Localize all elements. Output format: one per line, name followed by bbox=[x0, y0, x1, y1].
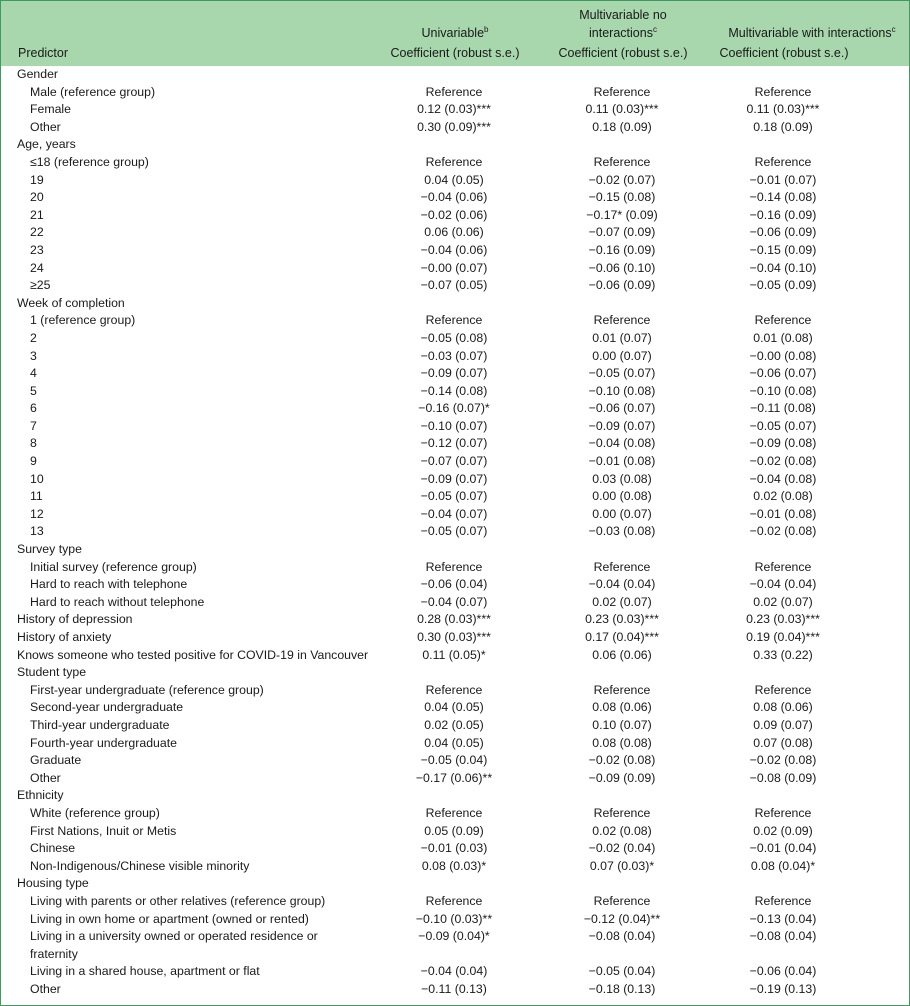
table-row bbox=[0, 418, 910, 436]
multivariable-no-interactions-cell: 0.10 (0.07) bbox=[592, 717, 652, 732]
multivariable-no-interactions-cell: 0.11 (0.03)*** bbox=[585, 102, 659, 117]
multivariable-no-interactions-cell: −0.06 (0.10) bbox=[588, 260, 656, 275]
multivariable-with-interactions-cell: 0.33 (0.22) bbox=[753, 647, 813, 662]
table-row bbox=[0, 383, 910, 401]
multivariable-no-interactions-cell: −0.05 (0.07) bbox=[588, 366, 656, 381]
univariable-cell: −0.16 (0.07)* bbox=[418, 401, 490, 416]
multivariable-no-interactions-cell: Reference bbox=[593, 893, 651, 908]
multivariable-with-interactions-cell: −0.06 (0.09) bbox=[749, 225, 817, 240]
multivariable-with-interactions-cell: −0.13 (0.04) bbox=[749, 911, 817, 926]
multivariable-no-interactions-cell: 0.02 (0.07) bbox=[592, 594, 652, 609]
multivariable-with-interactions-cell: 0.07 (0.08) bbox=[753, 735, 813, 750]
multivariable-with-interactions-cell: −0.02 (0.08) bbox=[749, 524, 817, 539]
multivariable-with-interactions-cell: −0.06 (0.04) bbox=[749, 964, 817, 979]
multivariable-no-interactions-cell: −0.10 (0.08) bbox=[588, 383, 656, 398]
univariable-cell: −0.04 (0.06) bbox=[420, 242, 488, 257]
multivariable-with-interactions-cell: −0.08 (0.04) bbox=[749, 929, 817, 944]
group-header-row bbox=[0, 875, 910, 893]
table-row bbox=[0, 735, 910, 753]
header-multivariable-no-int-line2: interactions$^c$ bbox=[589, 24, 657, 40]
table-row bbox=[0, 840, 910, 858]
table-row bbox=[0, 629, 910, 647]
univariable-cell: −0.00 (0.07) bbox=[420, 260, 488, 275]
table-row bbox=[0, 189, 910, 207]
multivariable-no-interactions-cell: 0.00 (0.08) bbox=[592, 489, 652, 504]
row-label: 3 bbox=[30, 348, 37, 363]
multivariable-with-interactions-cell: −0.09 (0.08) bbox=[749, 436, 817, 451]
univariable-cell: −0.03 (0.07) bbox=[420, 348, 488, 363]
multivariable-no-interactions-cell: Reference bbox=[593, 805, 651, 820]
row-label: Week of completion bbox=[17, 295, 125, 310]
multivariable-no-interactions-cell: −0.18 (0.13) bbox=[588, 981, 656, 996]
row-label: Knows someone who tested positive for COVID-19 in Vancouver bbox=[17, 647, 369, 662]
univariable-cell: Reference bbox=[425, 805, 483, 820]
multivariable-with-interactions-cell: 0.18 (0.09) bbox=[753, 119, 813, 134]
table-row bbox=[0, 506, 910, 524]
univariable-cell: −0.09 (0.04)* bbox=[418, 929, 490, 944]
multivariable-no-interactions-cell: 0.23 (0.03)*** bbox=[585, 612, 659, 627]
multivariable-no-interactions-cell: Reference bbox=[593, 154, 651, 169]
multivariable-no-interactions-cell: −0.15 (0.08) bbox=[588, 190, 656, 205]
table-row bbox=[0, 400, 910, 418]
multivariable-with-interactions-cell: Reference bbox=[754, 682, 812, 697]
multivariable-no-interactions-cell: −0.02 (0.08) bbox=[588, 753, 656, 768]
multivariable-with-interactions-cell: 0.11 (0.03)*** bbox=[746, 102, 820, 117]
univariable-cell: 0.05 (0.09) bbox=[424, 823, 484, 838]
table-row bbox=[0, 471, 910, 489]
multivariable-no-interactions-cell: 0.01 (0.07) bbox=[592, 330, 652, 345]
row-label: 6 bbox=[30, 401, 37, 416]
row-label: Student type bbox=[17, 665, 87, 680]
row-label: ≤18 (reference group) bbox=[30, 154, 149, 169]
univariable-cell: −0.04 (0.04) bbox=[420, 964, 488, 979]
multivariable-with-interactions-cell: −0.05 (0.07) bbox=[749, 418, 817, 433]
multivariable-no-interactions-cell: −0.02 (0.07) bbox=[588, 172, 656, 187]
row-label: Male (reference group) bbox=[30, 84, 156, 99]
multivariable-with-interactions-cell: −0.19 (0.13) bbox=[749, 981, 817, 996]
table-row bbox=[0, 260, 910, 278]
multivariable-no-interactions-cell: −0.02 (0.04) bbox=[588, 841, 656, 856]
table-row bbox=[0, 858, 910, 876]
univariable-cell: −0.10 (0.07) bbox=[420, 418, 488, 433]
multivariable-with-interactions-cell: −0.04 (0.04) bbox=[749, 577, 817, 592]
univariable-cell: −0.02 (0.06) bbox=[420, 207, 488, 222]
multivariable-no-interactions-cell: −0.04 (0.04) bbox=[588, 577, 656, 592]
multivariable-with-interactions-cell: −0.01 (0.08) bbox=[749, 506, 817, 521]
header-multivariable-no-int-sub: Coefficient (robust s.e.) bbox=[558, 46, 688, 60]
multivariable-no-interactions-cell: 0.06 (0.06) bbox=[592, 647, 652, 662]
table-row bbox=[0, 224, 910, 242]
row-label: Initial survey (reference group) bbox=[30, 559, 197, 574]
row-label: Female bbox=[30, 102, 72, 117]
row-label: 10 bbox=[30, 471, 44, 486]
univariable-cell: −0.11 (0.13) bbox=[421, 981, 487, 996]
multivariable-with-interactions-cell: −0.11 (0.08) bbox=[750, 401, 816, 416]
multivariable-no-interactions-cell: 0.07 (0.03)* bbox=[589, 858, 655, 873]
table-row bbox=[0, 823, 910, 841]
multivariable-with-interactions-cell: Reference bbox=[754, 154, 812, 169]
row-label: Gender bbox=[17, 67, 59, 81]
univariable-cell: −0.05 (0.07) bbox=[420, 489, 488, 504]
univariable-cell: Reference bbox=[425, 682, 483, 697]
univariable-cell: 0.28 (0.03)*** bbox=[417, 612, 491, 627]
multivariable-no-interactions-cell: −0.06 (0.09) bbox=[588, 278, 656, 293]
header-univariable-sub: Coefficient (robust s.e.) bbox=[390, 46, 520, 60]
row-label: Other bbox=[30, 770, 61, 785]
univariable-cell: −0.05 (0.07) bbox=[420, 524, 488, 539]
table-row bbox=[0, 207, 910, 225]
group-header-row bbox=[0, 66, 910, 84]
multivariable-with-interactions-cell: Reference bbox=[754, 559, 812, 574]
multivariable-with-interactions-cell: 0.08 (0.06) bbox=[753, 700, 813, 715]
multivariable-no-interactions-cell: 0.00 (0.07) bbox=[592, 506, 652, 521]
multivariable-with-interactions-cell: −0.00 (0.08) bbox=[749, 348, 817, 363]
table-row bbox=[0, 154, 910, 172]
header-univariable: Univariable$^b$ bbox=[421, 24, 489, 40]
multivariable-no-interactions-cell: −0.05 (0.04) bbox=[588, 964, 656, 979]
table-row bbox=[0, 523, 910, 541]
row-label: 9 bbox=[30, 454, 37, 469]
multivariable-with-interactions-cell: −0.08 (0.09) bbox=[749, 770, 817, 785]
univariable-cell: Reference bbox=[425, 313, 483, 328]
multivariable-with-interactions-cell: −0.15 (0.09) bbox=[749, 242, 817, 257]
univariable-cell: Reference bbox=[425, 84, 483, 99]
table-row bbox=[0, 717, 910, 735]
multivariable-no-interactions-cell: 0.03 (0.08) bbox=[592, 471, 652, 486]
table-row bbox=[0, 172, 910, 190]
univariable-cell: −0.04 (0.07) bbox=[420, 506, 488, 521]
row-label: 7 bbox=[30, 418, 37, 433]
row-label: 23 bbox=[30, 242, 44, 257]
table-row bbox=[0, 594, 910, 612]
header-predictor: Predictor bbox=[18, 46, 69, 60]
multivariable-no-interactions-cell: −0.03 (0.08) bbox=[588, 524, 656, 539]
table-row bbox=[0, 805, 910, 823]
multivariable-with-interactions-cell: −0.05 (0.09) bbox=[749, 278, 817, 293]
univariable-cell: 0.08 (0.03)* bbox=[421, 858, 487, 873]
univariable-cell: 0.04 (0.05) bbox=[424, 172, 484, 187]
table-row bbox=[0, 277, 910, 295]
univariable-cell: −0.09 (0.07) bbox=[420, 366, 488, 381]
table-row bbox=[0, 981, 910, 999]
univariable-cell: 0.12 (0.03)*** bbox=[417, 102, 491, 117]
univariable-cell: −0.07 (0.05) bbox=[420, 278, 488, 293]
multivariable-with-interactions-cell: 0.02 (0.08) bbox=[753, 489, 813, 504]
multivariable-no-interactions-cell: 0.18 (0.09) bbox=[592, 119, 652, 134]
univariable-cell: −0.05 (0.04) bbox=[420, 753, 488, 768]
row-label: Chinese bbox=[30, 841, 76, 856]
multivariable-with-interactions-cell: 0.19 (0.04)*** bbox=[746, 630, 820, 644]
multivariable-with-interactions-cell: −0.04 (0.08) bbox=[749, 471, 817, 486]
row-label: Third-year undergraduate bbox=[30, 717, 170, 732]
univariable-cell: 0.30 (0.09)*** bbox=[417, 119, 491, 134]
univariable-cell: −0.07 (0.07) bbox=[420, 454, 488, 469]
univariable-cell: −0.14 (0.08) bbox=[420, 383, 488, 398]
multivariable-with-interactions-cell: −0.16 (0.09) bbox=[749, 207, 817, 222]
table-row bbox=[0, 963, 910, 981]
univariable-cell: Reference bbox=[425, 893, 483, 908]
table-row bbox=[0, 435, 910, 453]
multivariable-with-interactions-cell: 0.23 (0.03)*** bbox=[746, 612, 820, 627]
row-label: 11 bbox=[30, 489, 43, 504]
multivariable-with-interactions-cell: −0.02 (0.08) bbox=[749, 753, 817, 768]
multivariable-with-interactions-cell: Reference bbox=[754, 313, 812, 328]
multivariable-no-interactions-cell: −0.16 (0.09) bbox=[588, 242, 656, 257]
row-label: Hard to reach with telephone bbox=[30, 577, 188, 592]
row-label: 19 bbox=[30, 172, 44, 187]
table-row bbox=[0, 348, 910, 366]
multivariable-with-interactions-cell: −0.04 (0.10) bbox=[749, 260, 817, 275]
multivariable-no-interactions-cell: Reference bbox=[593, 682, 651, 697]
univariable-cell: −0.04 (0.06) bbox=[420, 190, 488, 205]
multivariable-with-interactions-cell: −0.10 (0.08) bbox=[749, 383, 817, 398]
univariable-cell: 0.04 (0.05) bbox=[424, 735, 484, 750]
table-row bbox=[0, 647, 910, 665]
univariable-cell: Reference bbox=[425, 154, 483, 169]
univariable-cell: −0.10 (0.03)** bbox=[415, 911, 493, 926]
row-label: Living in a shared house, apartment or flat bbox=[30, 964, 260, 979]
multivariable-with-interactions-cell: 0.02 (0.09) bbox=[753, 823, 813, 838]
table-row bbox=[0, 770, 910, 788]
row-label: Living with parents or other relatives (reference group) bbox=[30, 893, 326, 908]
multivariable-with-interactions-cell: −0.06 (0.07) bbox=[749, 366, 817, 381]
univariable-cell: −0.04 (0.07) bbox=[420, 594, 488, 609]
univariable-cell: 0.11 (0.05)* bbox=[422, 647, 486, 662]
row-label: 5 bbox=[30, 383, 37, 398]
row-label: 22 bbox=[30, 225, 44, 240]
multivariable-with-interactions-cell: 0.09 (0.07) bbox=[753, 717, 813, 732]
table-row bbox=[0, 576, 910, 594]
row-label: 4 bbox=[30, 366, 37, 381]
table-row bbox=[0, 559, 910, 577]
row-label: Second-year undergraduate bbox=[30, 700, 184, 715]
multivariable-with-interactions-cell: −0.01 (0.04) bbox=[749, 841, 817, 856]
table-body bbox=[0, 66, 910, 998]
multivariable-no-interactions-cell: −0.09 (0.09) bbox=[588, 770, 656, 785]
header-multivariable-with-int-sub: Coefficient (robust s.e.) bbox=[719, 46, 849, 60]
univariable-cell: 0.06 (0.06) bbox=[424, 225, 484, 240]
row-label: Ethnicity bbox=[17, 788, 64, 803]
row-label: 1 (reference group) bbox=[30, 313, 136, 328]
row-label: Fourth-year undergraduate bbox=[30, 735, 177, 750]
row-label: 20 bbox=[30, 190, 44, 205]
table-row bbox=[0, 752, 910, 770]
multivariable-no-interactions-cell: −0.06 (0.07) bbox=[588, 401, 656, 416]
multivariable-with-interactions-cell: −0.02 (0.08) bbox=[749, 454, 817, 469]
table-header bbox=[1, 1, 909, 66]
row-label: First-year undergraduate (reference group) bbox=[30, 682, 264, 697]
row-label: Housing type bbox=[17, 876, 89, 891]
row-label: Hard to reach without telephone bbox=[30, 594, 205, 609]
multivariable-no-interactions-cell: 0.02 (0.08) bbox=[592, 823, 652, 838]
table-row bbox=[0, 365, 910, 383]
table-row bbox=[0, 911, 910, 929]
row-label: 12 bbox=[30, 506, 44, 521]
row-label: 21 bbox=[30, 207, 44, 222]
group-header-row bbox=[0, 664, 910, 682]
multivariable-no-interactions-cell: Reference bbox=[593, 313, 651, 328]
multivariable-no-interactions-cell: −0.12 (0.04)** bbox=[583, 911, 661, 926]
table-row bbox=[0, 330, 910, 348]
row-label: Age, years bbox=[17, 137, 76, 152]
multivariable-no-interactions-cell: Reference bbox=[593, 559, 651, 574]
multivariable-with-interactions-cell: Reference bbox=[754, 805, 812, 820]
row-label: 24 bbox=[30, 260, 44, 275]
multivariable-with-interactions-cell: −0.01 (0.07) bbox=[749, 172, 817, 187]
multivariable-with-interactions-cell: Reference bbox=[754, 84, 812, 99]
table-row bbox=[0, 682, 910, 700]
header-multivariable-with-int: Multivariable with interactions$^c$ bbox=[728, 24, 896, 40]
row-label: ≥25 bbox=[30, 278, 51, 293]
table-row bbox=[0, 101, 910, 119]
univariable-cell: −0.06 (0.04) bbox=[420, 577, 488, 592]
univariable-cell: −0.12 (0.07) bbox=[420, 436, 488, 451]
multivariable-no-interactions-cell: −0.07 (0.09) bbox=[588, 225, 656, 240]
multivariable-no-interactions-cell: −0.01 (0.08) bbox=[588, 454, 656, 469]
header-multivariable-no-int-line1: Multivariable no bbox=[579, 8, 667, 22]
table-row bbox=[0, 453, 910, 471]
multivariable-no-interactions-cell: 0.08 (0.08) bbox=[592, 735, 652, 750]
table-row bbox=[0, 928, 910, 963]
multivariable-no-interactions-cell: −0.09 (0.07) bbox=[588, 418, 656, 433]
multivariable-no-interactions-cell: 0.17 (0.04)*** bbox=[585, 630, 659, 644]
row-label: Living in own home or apartment (owned or rented) bbox=[30, 911, 309, 926]
multivariable-no-interactions-cell: 0.08 (0.06) bbox=[592, 700, 652, 715]
univariable-cell: 0.02 (0.05) bbox=[424, 717, 484, 732]
table-row bbox=[0, 488, 910, 506]
row-label: History of anxiety bbox=[17, 630, 112, 644]
multivariable-with-interactions-cell: −0.14 (0.08) bbox=[749, 190, 817, 205]
univariable-cell: −0.09 (0.07) bbox=[420, 471, 488, 486]
row-label: 8 bbox=[30, 436, 37, 451]
univariable-cell: −0.17 (0.06)** bbox=[415, 770, 493, 785]
univariable-cell: Reference bbox=[425, 559, 483, 574]
row-label: White (reference group) bbox=[30, 805, 160, 820]
table-row bbox=[0, 699, 910, 717]
row-label: Non-Indigenous/Chinese visible minority bbox=[30, 858, 250, 873]
group-header-row bbox=[0, 136, 910, 154]
table-row bbox=[0, 312, 910, 330]
row-label: Survey type bbox=[17, 542, 82, 557]
row-label: Living in a university owned or operated residence or fraternity bbox=[30, 929, 318, 961]
row-label: 2 bbox=[30, 330, 37, 345]
row-label: Other bbox=[30, 119, 61, 134]
group-header-row bbox=[0, 541, 910, 559]
table-row bbox=[0, 119, 910, 137]
univariable-cell: 0.30 (0.03)*** bbox=[417, 630, 491, 644]
table-row bbox=[0, 893, 910, 911]
multivariable-no-interactions-cell: −0.04 (0.08) bbox=[588, 436, 656, 451]
table-row bbox=[0, 611, 910, 629]
multivariable-with-interactions-cell: 0.08 (0.04)* bbox=[750, 858, 816, 873]
table-row bbox=[0, 242, 910, 260]
group-header-row bbox=[0, 787, 910, 805]
multivariable-no-interactions-cell: −0.08 (0.04) bbox=[588, 929, 656, 944]
multivariable-with-interactions-cell: Reference bbox=[754, 893, 812, 908]
multivariable-no-interactions-cell: 0.00 (0.07) bbox=[592, 348, 652, 363]
univariable-cell: 0.04 (0.05) bbox=[424, 700, 484, 715]
row-label: Graduate bbox=[30, 753, 82, 768]
multivariable-with-interactions-cell: 0.02 (0.07) bbox=[753, 594, 813, 609]
group-header-row bbox=[0, 295, 910, 313]
univariable-cell: −0.01 (0.03) bbox=[420, 841, 488, 856]
multivariable-no-interactions-cell: Reference bbox=[593, 84, 651, 99]
row-label: First Nations, Inuit or Metis bbox=[30, 823, 177, 838]
row-label: Other bbox=[30, 981, 61, 996]
multivariable-no-interactions-cell: −0.17* (0.09) bbox=[586, 207, 658, 222]
univariable-cell: −0.05 (0.08) bbox=[420, 330, 488, 345]
row-label: History of depression bbox=[17, 612, 133, 627]
table-row bbox=[0, 84, 910, 102]
multivariable-with-interactions-cell: 0.01 (0.08) bbox=[753, 330, 813, 345]
row-label: 13 bbox=[30, 524, 44, 539]
